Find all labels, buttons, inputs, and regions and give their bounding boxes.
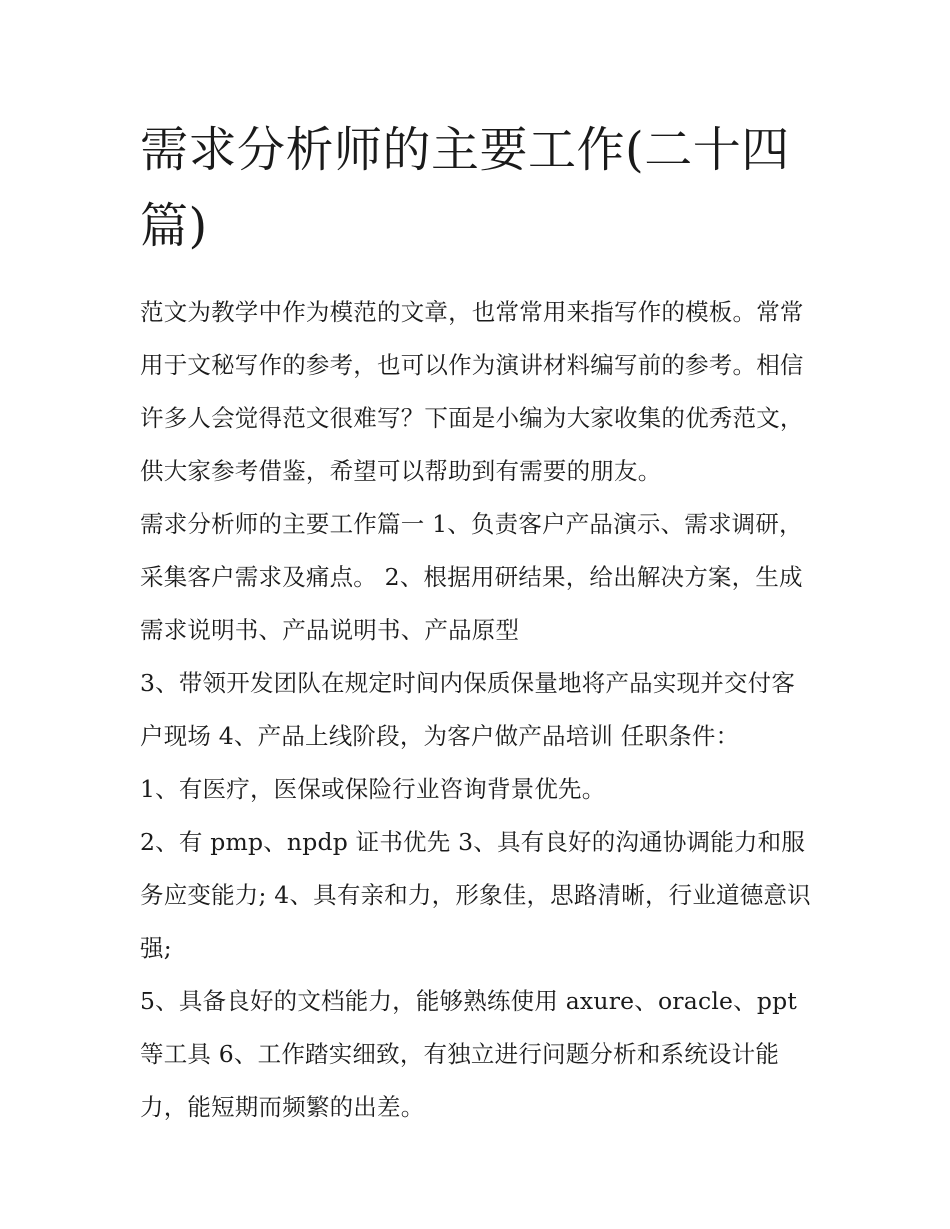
job-duties-paragraph: 需求分析师的主要工作篇一 1、负责客户产品演示、需求调研，采集客户需求及痛点。 2、根据用研结果，给出解决方案，生成需求说明书、产品说明书、产品原型	[140, 510, 803, 644]
requirement-item-1: 1、有医疗，医保或保险行业咨询背景优先。	[140, 775, 606, 803]
job-duties-continued-paragraph: 3、带领开发团队在规定时间内保质保量地将产品实现并交付客户现场 4、产品上线阶段，为客户做产品培训 任职条件：	[140, 669, 796, 750]
requirement-items-2-4: 2、有 pmp、npdp 证书优先 3、具有良好的沟通协调能力和服务应变能力; 4、具有亲和力，形象佳，思路清晰，行业道德意识强;	[140, 828, 811, 962]
requirement-items-5-6: 5、具备良好的文档能力，能够熟练使用 axure、oracle、ppt 等工具 6、工作踏实细致，有独立进行问题分析和系统设计能力，能短期而频繁的出差。	[140, 987, 797, 1121]
intro-paragraph: 范文为教学中作为模范的文章，也常常用来指写作的模板。常常用于文秘写作的参考，也可以作为演讲材料编写前的参考。相信许多人会觉得范文很难写？下面是小编为大家收集的优秀范文，供大家参考借鉴，希望可以帮助到有需要的朋友。	[140, 298, 804, 485]
document-page	[140, 112, 812, 1134]
document-title: 需求分析师的主要工作(二十四篇)	[140, 122, 790, 254]
